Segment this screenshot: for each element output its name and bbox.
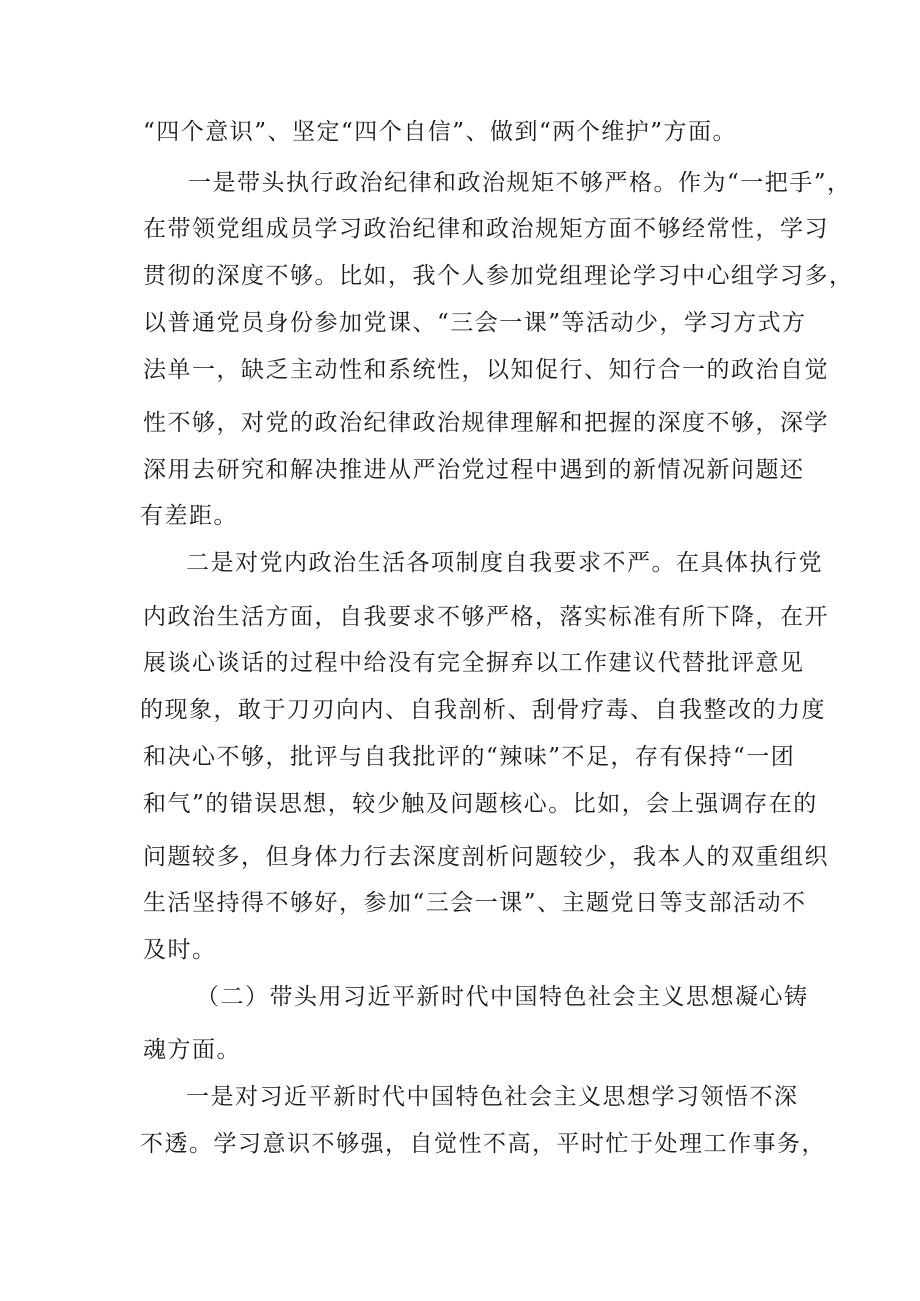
text-line: 的现象，敢于刀刃向内、自我剖析、刮骨疗毒、自我整改的力度	[140, 697, 826, 723]
text-line: 深用去研究和解决推进从严治党过程中遇到的新情况新问题还	[143, 457, 805, 483]
text-line: 和决心不够，批评与自我批评的“辣味”不足，存有保持“一团	[143, 744, 796, 770]
text-line: 问题较多，但身体力行去深度剖析问题较少，我本人的双重组织	[143, 844, 829, 870]
text-line: 一是带头执行政治纪律和政治规矩不够严格。作为“一把手”，	[188, 170, 852, 196]
text-line: 展谈心谈话的过程中给没有完全摒弃以工作建议代替批评意见	[143, 650, 805, 676]
text-line: 不透。学习意识不够强，自觉性不高，平时忙于处理工作事务，	[140, 1131, 826, 1157]
text-line: 在带领党组成员学习政治纪律和政治规矩方面不够经常性，学习	[143, 216, 829, 242]
text-line: 一是对习近平新时代中国特色社会主义思想学习领悟不深	[186, 1084, 799, 1110]
text-line: 及时。	[143, 937, 217, 963]
text-line: 内政治生活方面，自我要求不够严格，落实标准有所下降，在开	[143, 604, 829, 630]
text-line: 以普通党员身份参加党课、“三会一课”等活动少，学习方式方	[143, 310, 807, 336]
section-heading: （二）带头用习近平新时代中国特色社会主义思想凝心铸	[196, 984, 809, 1010]
section-heading: 魂方面。	[143, 1037, 241, 1063]
text-line: 法单一，缺乏主动性和系统性，以知促行、知行合一的政治自觉	[143, 357, 829, 383]
text-line: “四个意识”、坚定“四个自信”、做到“两个维护”方面。	[143, 119, 738, 145]
text-line: 性不够，对党的政治纪律政治规律理解和把握的深度不够，深学	[143, 410, 829, 436]
text-line: 有差距。	[140, 503, 238, 529]
text-line: 生活坚持得不够好，参加“三会一课”、主题党日等支部活动不	[143, 890, 807, 916]
text-line: 贯彻的深度不够。比如，我个人参加党组理论学习中心组学习多，	[143, 263, 854, 289]
text-line: 和气”的错误思想，较少触及问题核心。比如，会上强调存在的	[143, 791, 818, 817]
text-line: 二是对党内政治生活各项制度自我要求不严。在具体执行党	[186, 550, 823, 576]
